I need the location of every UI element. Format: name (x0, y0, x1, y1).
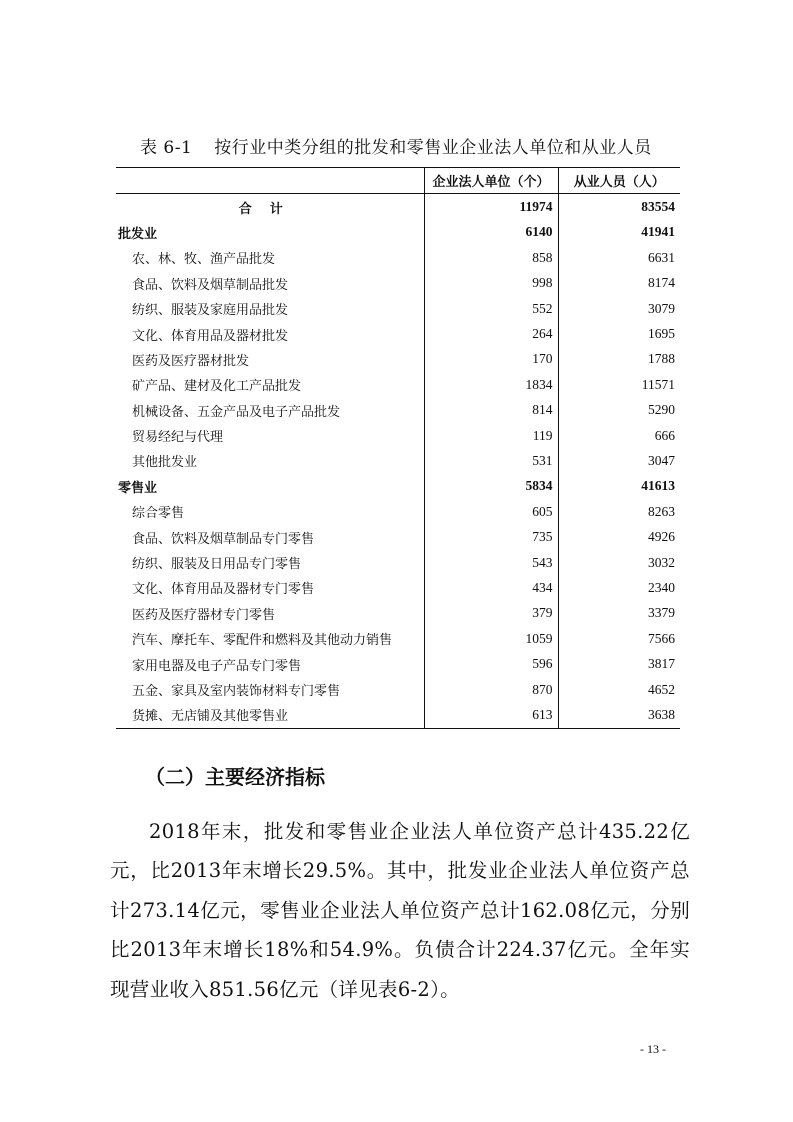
section-heading: （二）主要经济指标 (145, 765, 325, 789)
row-employees: 11571 (558, 372, 680, 397)
group-units: 5834 (424, 474, 558, 499)
table-row (116, 448, 680, 473)
table-header-row (116, 168, 680, 194)
table-row (116, 347, 680, 372)
row-label: 纺织、服装及家庭用品批发 (132, 303, 289, 319)
row-employees: 3032 (558, 550, 680, 575)
header-units: 企业法人单位（个） (424, 168, 558, 194)
row-employees: 8263 (558, 499, 680, 524)
row-label: 综合零售 (132, 506, 185, 522)
row-employees: 7566 (558, 626, 680, 651)
table-row (116, 372, 680, 397)
row-employees: 6631 (558, 245, 680, 270)
table-row (116, 677, 680, 702)
wholesale-group-row (116, 220, 680, 245)
row-units: 264 (424, 321, 558, 346)
row-employees: 1788 (558, 347, 680, 372)
row-label: 贸易经纪与代理 (132, 430, 224, 446)
statistics-table (116, 167, 680, 729)
table-row (116, 651, 680, 676)
group-label: 批发业 (118, 226, 158, 242)
row-units: 814 (424, 398, 558, 423)
row-units: 1834 (424, 372, 558, 397)
total-employees: 83554 (558, 194, 680, 220)
row-employees: 4926 (558, 524, 680, 549)
row-label: 汽车、摩托车、零配件和燃料及其他动力销售 (132, 633, 393, 649)
row-employees: 666 (558, 423, 680, 448)
header-category (116, 168, 424, 194)
row-units: 531 (424, 448, 558, 473)
row-units: 596 (424, 651, 558, 676)
group-employees: 41941 (558, 220, 680, 245)
row-label: 食品、饮料及烟草制品专门零售 (132, 531, 315, 547)
row-label: 纺织、服装及日用品专门零售 (132, 557, 302, 573)
table-row (116, 524, 680, 549)
row-employees: 1695 (558, 321, 680, 346)
page-number: - 13 - (640, 1042, 666, 1056)
group-units: 6140 (424, 220, 558, 245)
row-units: 998 (424, 271, 558, 296)
table-row (116, 601, 680, 626)
retail-group-row (116, 474, 680, 499)
row-units: 552 (424, 296, 558, 321)
row-employees: 3047 (558, 448, 680, 473)
row-units: 434 (424, 575, 558, 600)
row-label: 五金、家具及室内装饰材料专门零售 (132, 684, 341, 699)
row-employees: 5290 (558, 398, 680, 423)
row-employees: 3817 (558, 651, 680, 676)
header-employees: 从业人员（人） (558, 168, 680, 194)
row-label: 家用电器及电子产品专门零售 (132, 658, 302, 674)
table-row (116, 398, 680, 423)
row-units: 613 (424, 702, 558, 728)
table-row (116, 271, 680, 296)
total-row (116, 194, 680, 220)
table-row (116, 575, 680, 600)
row-units: 543 (424, 550, 558, 575)
row-employees: 3379 (558, 601, 680, 626)
row-label: 其他批发业 (132, 455, 198, 471)
row-label: 文化、体育用品及器材专门零售 (132, 582, 315, 598)
body-paragraph: 2018年末，批发和零售业企业法人单位资产总计435.22亿元，比2013年末增长29.5%。其中，批发业企业法人单位资产总计273.14亿元，零售业企业法人单位资产总计162.08亿元，分别比2013年末增长18%和54.9%。负债合计224.37亿元。全年实现营业收入851.56亿元（详见表6-2）。 (110, 819, 690, 1001)
row-employees: 3079 (558, 296, 680, 321)
row-units: 170 (424, 347, 558, 372)
row-label: 农、林、牧、渔产品批发 (132, 252, 276, 268)
row-employees: 3638 (558, 702, 680, 728)
row-units: 379 (424, 601, 558, 626)
table-row (116, 423, 680, 448)
table-row (116, 550, 680, 575)
table-row (116, 321, 680, 346)
row-units: 1059 (424, 626, 558, 651)
table-row (116, 702, 680, 728)
row-label: 食品、饮料及烟草制品批发 (132, 277, 289, 293)
row-label: 货摊、无店铺及其他零售业 (132, 709, 289, 725)
row-label: 医药及医疗器材批发 (132, 353, 250, 369)
table-row (116, 296, 680, 321)
table-row (116, 626, 680, 651)
row-label: 机械设备、五金产品及电子产品批发 (132, 404, 341, 420)
row-units: 119 (424, 423, 558, 448)
row-employees: 2340 (558, 575, 680, 600)
row-units: 858 (424, 245, 558, 270)
total-label: 合计 (238, 201, 301, 217)
total-units: 11974 (424, 194, 558, 220)
table-row (116, 499, 680, 524)
row-units: 605 (424, 499, 558, 524)
group-employees: 41613 (558, 474, 680, 499)
row-employees: 4652 (558, 677, 680, 702)
row-employees: 8174 (558, 271, 680, 296)
row-label: 矿产品、建材及化工产品批发 (132, 379, 302, 395)
row-label: 文化、体育用品及器材批发 (132, 328, 289, 344)
table-number: 表 6-1 (140, 138, 193, 158)
table-row (116, 245, 680, 270)
group-label: 零售业 (118, 480, 158, 496)
table-title (140, 133, 652, 158)
row-units: 870 (424, 677, 558, 702)
row-units: 735 (424, 524, 558, 549)
table-caption: 按行业中类分组的批发和零售业企业法人单位和从业人员 (214, 138, 652, 158)
row-label: 医药及医疗器材专门零售 (132, 607, 276, 623)
